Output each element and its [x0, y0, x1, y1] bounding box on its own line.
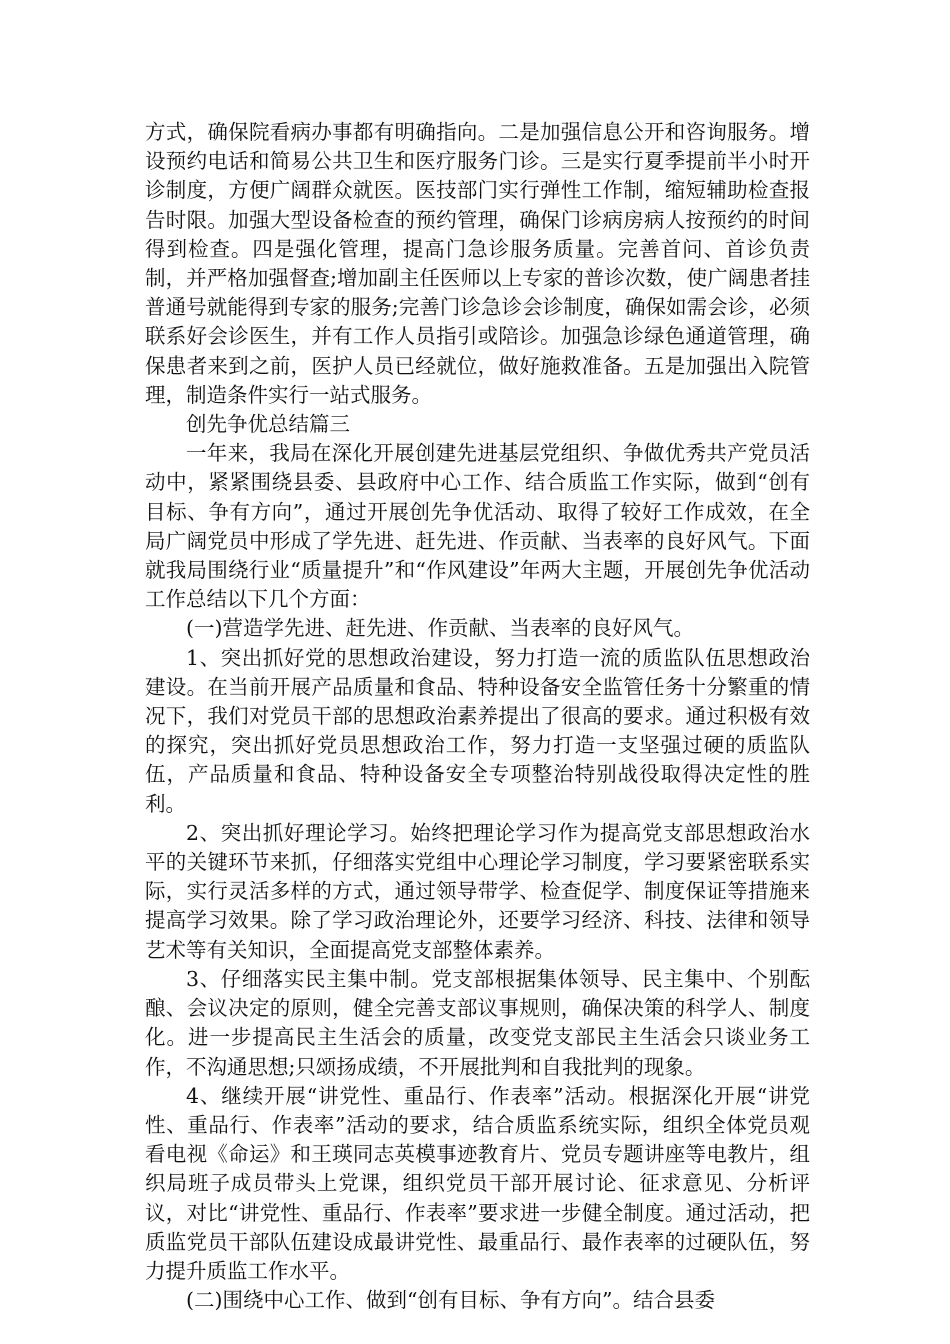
- paragraph-item-2: 2、突出抓好理论学习。始终把理论学习作为提高党支部思想政治水平的关键环节来抓，仔细落实党组中心理论学习制度，学习要紧密联系实际，实行灵活多样的方式，通过领导带学、检查促学、制度保证等措施来提高学习效果。除了学习政治理论外，还要学习经济、科技、法律和领导艺术等有关知识，全面提高党支部整体素养。: [145, 820, 810, 962]
- section-heading-part-three: 创先争优总结篇三: [186, 412, 350, 437]
- paragraph-item-4: 4、继续开展“讲党性、重品行、作表率”活动。根据深化开展“讲党性、重品行、作表率”活动的要求，结合质监系统实际，组织全体党员观看电视《命运》和王瑛同志英模事迹教育片、党员专题讲座等电教片，组织局班子成员带头上党课，组织党员干部开展讨论、征求意见、分析评议，对比“讲党性、重品行、作表率”要求进一步健全制度。通过活动，把质监党员干部队伍建设成最讲党性、最重品行、最作表率的过硬队伍，努力提升质监工作水平。: [145, 1083, 810, 1283]
- paragraph-hospital-measures: 方式，确保院看病办事都有明确指向。二是加强信息公开和咨询服务。增设预约电话和简易公共卫生和医疗服务门诊。三是实行夏季提前半小时开诊制度，方便广阔群众就医。医技部门实行弹性工作制，缩短辅助检查报告时限。加强大型设备检查的预约管理，确保门诊病房病人按预约的时间得到检查。四是强化管理，提高门急诊服务质量。完善首问、首诊负责制，并严格加强督查;增加副主任医师以上专家的普诊次数，使广阔患者挂普通号就能得到专家的服务;完善门诊急诊会诊制度，确保如需会诊，必须联系好会诊医生，并有工作人员指引或陪诊。加强急诊绿色通道管理，确保患者来到之前，医护人员已经就位，做好施救准备。五是加强出入院管理，制造条件实行一站式服务。: [145, 120, 810, 407]
- paragraph-item-1: 1、突出抓好党的思想政治建设，努力打造一流的质监队伍思想政治建设。在当前开展产品质量和食品、特种设备安全监管任务十分繁重的情况下，我们对党员干部的思想政治素养提出了很高的要求。通过积极有效的探究，突出抓好党员思想政治工作，努力打造一支坚强过硬的质监队伍，产品质量和食品、特种设备安全专项整治特别战役取得决定性的胜利。: [145, 645, 810, 816]
- subheading-two: (二)围绕中心工作、做到“创有目标、争有方向”。结合县委: [186, 1288, 715, 1313]
- document-body: [145, 118, 810, 1315]
- paragraph-item-3: 3、仔细落实民主集中制。党支部根据集体领导、民主集中、个别酝酿、会议决定的原则，健全完善支部议事规则，确保决策的科学人、制度化。进一步提高民主生活会的质量，改变党支部民主生活会只谈业务工作，不沟通思想;只颂扬成绩，不开展批判和自我批判的现象。: [145, 966, 810, 1079]
- paragraph-intro: 一年来，我局在深化开展创建先进基层党组织、争做优秀共产党员活动中，紧紧围绕县委、县政府中心工作、结合质监工作实际，做到“创有目标、争有方向”，通过开展创先争优活动、取得了较好工作成效，在全局广阔党员中形成了学先进、赶先进、作贡献、当表率的良好风气。下面就我局围绕行业“质量提升”和“作风建设”年两大主题，开展创先争优活动工作总结以下几个方面：: [145, 441, 810, 612]
- subheading-one: (一)营造学先进、赶先进、作贡献、当表率的良好风气。: [186, 616, 694, 641]
